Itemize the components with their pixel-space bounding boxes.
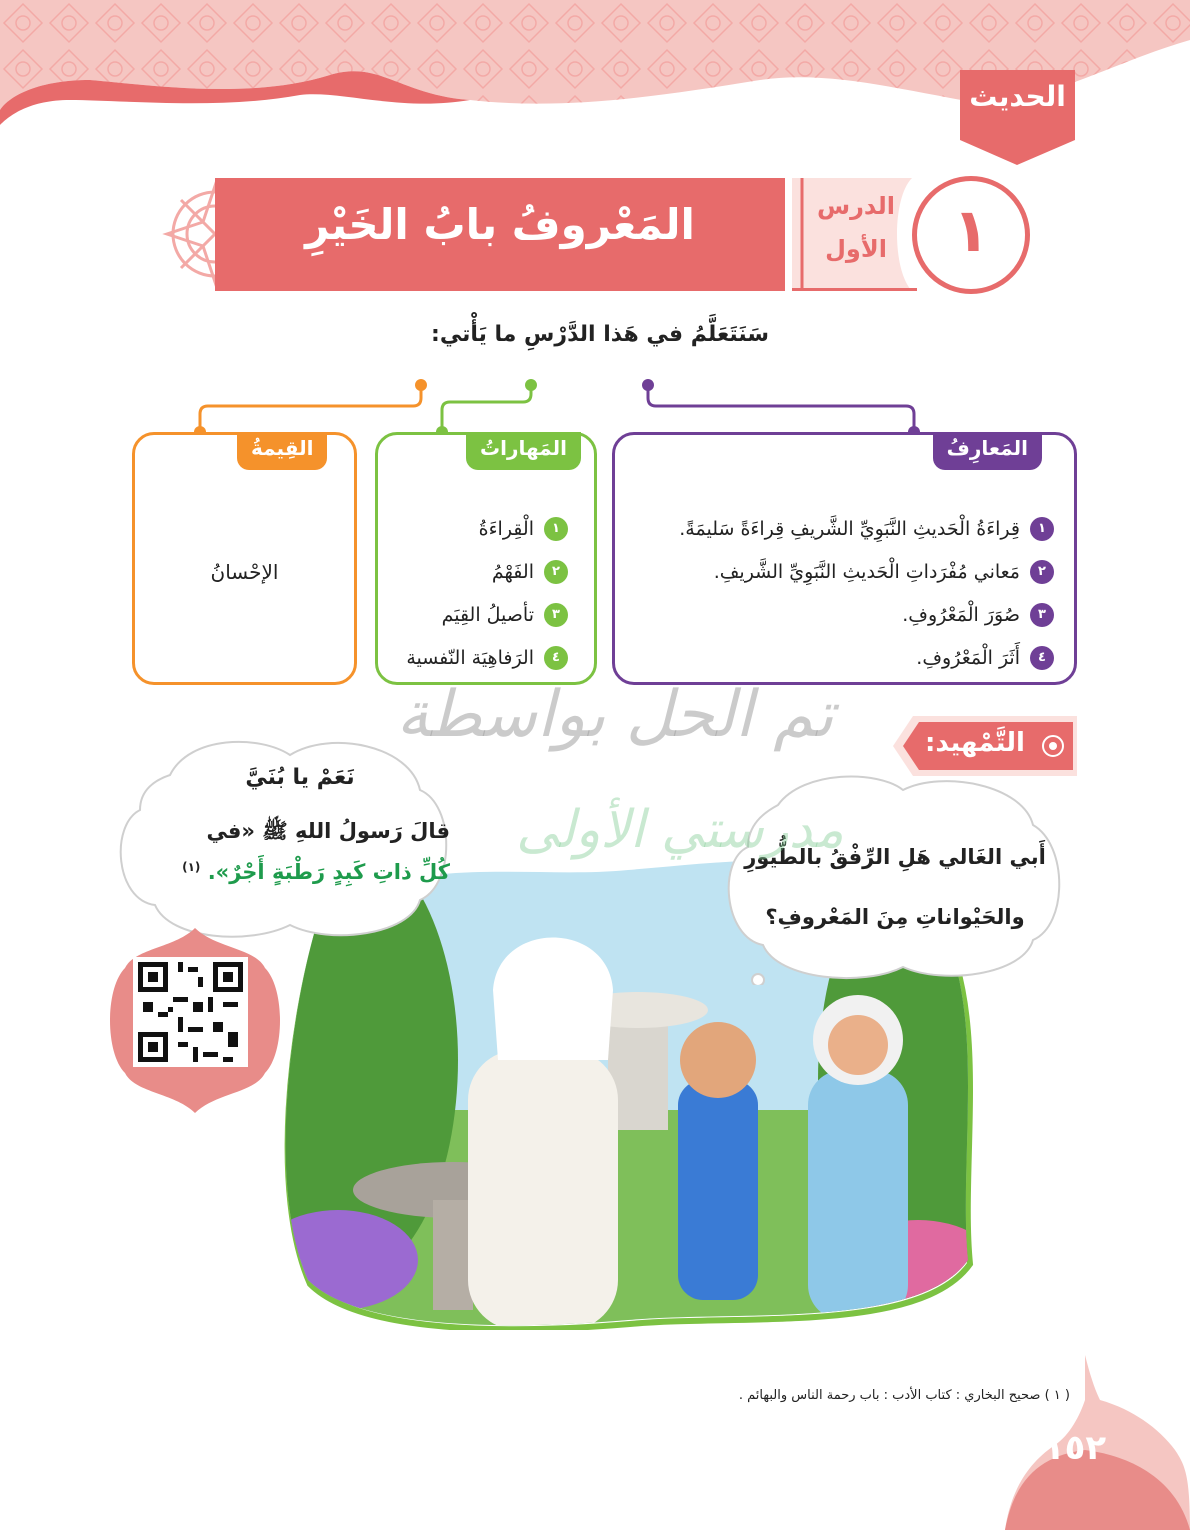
item-text: الفَهْمُ	[491, 560, 534, 583]
item-text: قِراءَةُ الْحَديثِ النَّبَوِيِّ الشَّريفِ قِراءَةً سَليمَةً.	[679, 517, 1020, 540]
list-item	[614, 550, 1054, 593]
knowledge-card	[612, 432, 1077, 685]
skills-card	[375, 432, 597, 685]
item-number: ٢	[1030, 560, 1054, 584]
skills-list	[378, 507, 568, 679]
knowledge-list	[614, 507, 1054, 679]
value-card-title: القِيمةُ	[237, 432, 327, 470]
item-text: صُوَرَ الْمَعْرُوفِ.	[902, 603, 1020, 626]
watermark-line2: مدرستي الأولى	[516, 800, 844, 860]
father-speech-line2: قالَ رَسولُ اللهِ ﷺ «في	[206, 819, 450, 843]
item-text: الرَفاهِيَة النّفسية	[406, 646, 534, 669]
lesson-title: المَعْروفُ بابُ الخَيْرِ	[305, 200, 695, 249]
value-text: الإحْسانُ	[210, 560, 279, 584]
watermark-line1: تم الحل بواسطة	[396, 678, 834, 752]
lesson-label-line2: الأول	[825, 235, 887, 263]
item-text: الْقِراءَةُ	[478, 517, 534, 540]
intro-section-text: التَّمْهيد:	[925, 728, 1025, 758]
objectives-intro: سَنَتَعَلَّمُ في هَذا الدَّرْسِ ما يَأْتي:	[431, 322, 769, 347]
footnote-ref: (١)	[182, 860, 201, 874]
list-item	[614, 593, 1054, 636]
list-item	[378, 507, 568, 550]
father-speech-line1: نَعَمْ يا بُنَيَّ	[245, 765, 355, 790]
list-item	[614, 636, 1054, 679]
item-number: ٤	[1030, 646, 1054, 670]
list-item	[614, 507, 1054, 550]
subject-label: الحديث	[969, 80, 1066, 113]
item-number: ٤	[544, 646, 568, 670]
item-number: ٣	[544, 603, 568, 627]
list-item	[378, 550, 568, 593]
knowledge-card-title: المَعارِفُ	[933, 432, 1042, 470]
item-text: مَعاني مُفْرَداتِ الْحَديثِ النَّبَوِيِّ الشَّريفِ.	[713, 560, 1020, 583]
list-item	[378, 636, 568, 679]
child-speech-line2: والحَيْواناتِ مِنَ المَعْروفِ؟	[765, 905, 1025, 929]
child-speech-line1: أَبي الغَالي هَلِ الرِّفْقُ بالطُّيورِ	[744, 845, 1046, 869]
lesson-label-line1: الدرس	[816, 192, 896, 220]
item-number: ٢	[544, 560, 568, 584]
lesson-number: ١	[952, 196, 990, 266]
intro-section-label	[903, 728, 1073, 758]
item-text: تأصيلُ القِيَم	[441, 603, 534, 626]
value-card	[132, 432, 357, 685]
list-item	[378, 593, 568, 636]
item-number: ١	[1030, 517, 1054, 541]
hadith-text: كُلِّ ذاتِ كَبِدٍ رَطْبَةٍ أَجْرٌ».	[207, 860, 450, 884]
page-number: ١٥٢	[1043, 1428, 1107, 1468]
item-number: ١	[544, 517, 568, 541]
item-number: ٣	[1030, 603, 1054, 627]
skills-card-title: المَهاراتُ	[466, 432, 581, 470]
item-text: أَثَرَ الْمَعْرُوفِ.	[916, 646, 1020, 669]
objectives-connectors	[0, 370, 1190, 440]
father-speech-line3	[130, 860, 450, 884]
footnote: ( ١ ) صحيح البخاري : كتاب الأدب : باب رحمة الناس والبهائم .	[738, 1388, 1070, 1403]
qr-code[interactable]	[133, 957, 248, 1067]
